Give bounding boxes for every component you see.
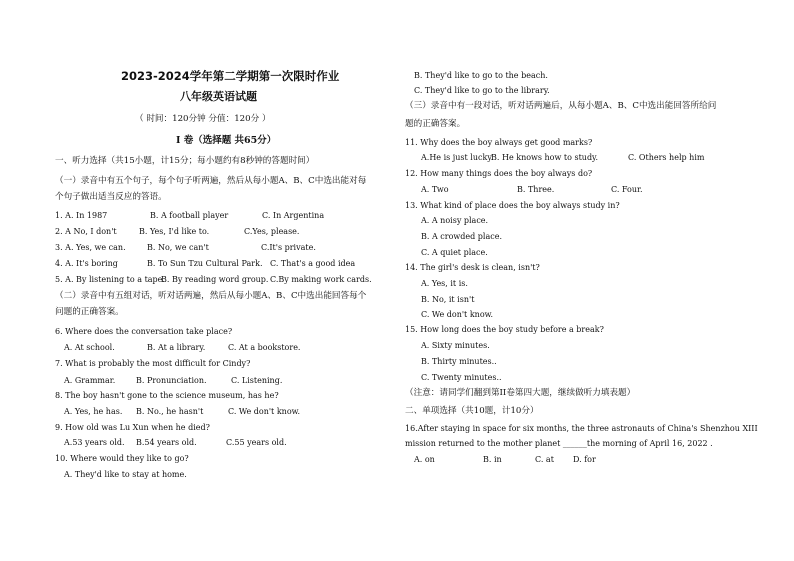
q8-option-a: A. Yes, he has. xyxy=(64,407,123,416)
q11-option-a: A.He is just lucky. xyxy=(421,153,494,162)
question-16-line-1: 16.After staying in space for six months, the three astronauts of China's Shenzhou XIII xyxy=(405,424,758,433)
q11-option-c: C. Others help him xyxy=(628,153,705,162)
question-13-stem: 13. What kind of place does the boy always study in? xyxy=(405,201,620,210)
q13-option-b: B. A crowded place. xyxy=(421,232,502,241)
question-11-stem: 11. Why does the boy always get good marks? xyxy=(405,138,593,147)
part-c-instruction-2: 题的正确答案。 xyxy=(405,119,466,129)
q14-option-a: A. Yes, it is. xyxy=(421,279,468,288)
q15-option-c: C. Twenty minutes.. xyxy=(421,373,502,382)
part1-heading: I 卷（选择题 共65分） xyxy=(176,135,277,146)
q9-option-c: C.55 years old. xyxy=(226,438,287,447)
q3-option-c: C.It's private. xyxy=(261,243,316,252)
q7-option-a: A. Grammar. xyxy=(64,376,116,385)
q16-option-d: D. for xyxy=(573,455,596,464)
q16-option-c: C. at xyxy=(535,455,554,464)
part-c-instruction-1: （三）录音中有一段对话，听对话两遍后，从每小题A、B、C中选出能回答所给问 xyxy=(405,101,717,111)
time-score-line: （ 时间：120分钟 分值：120分 ） xyxy=(135,114,271,124)
question-8-stem: 8. The boy hasn't gone to the science museum, has he? xyxy=(55,391,279,400)
part-a-instruction-2: 个句子做出适当反应的答语。 xyxy=(55,192,167,202)
section1-heading: 一、听力选择（共15小题，计15分；每小题约有8秒钟的答题时间） xyxy=(55,156,315,166)
q4-option-c: C. That's a good idea xyxy=(270,259,356,268)
q10-option-c: C. They'd like to go to the library. xyxy=(414,86,550,95)
section2-heading: 二、单项选择（共10题，计10分） xyxy=(405,406,539,416)
q2-option-a: 2. A No, I don't xyxy=(55,227,117,236)
question-15-stem: 15. How long does the boy study before a break? xyxy=(405,325,604,334)
question-7-stem: 7. What is probably the most difficult for Cindy? xyxy=(55,359,251,368)
q4-option-b: B. To Sun Tzu Cultural Park. xyxy=(147,259,263,268)
q13-option-a: A. A noisy place. xyxy=(421,216,489,225)
q9-option-a: A.53 years old. xyxy=(64,438,125,447)
q6-option-b: B. At a library. xyxy=(147,343,206,352)
q10-option-a: A. They'd like to stay at home. xyxy=(64,470,187,479)
q8-option-b: B. No., he hasn't xyxy=(136,407,204,416)
q10-option-b: B. They'd like to go to the beach. xyxy=(414,71,548,80)
exam-subtitle: 八年级英语试题 xyxy=(180,90,257,103)
listening-note: （注意：请同学们翻到第II卷第四大题，继续做听力填表题） xyxy=(405,388,636,398)
q1-option-c: C. In Argentina xyxy=(262,211,325,220)
question-9-stem: 9. How old was Lu Xun when he died? xyxy=(55,423,210,432)
q5-option-b: B. By reading word group. xyxy=(161,275,269,284)
q5-option-c: C.By making work cards. xyxy=(270,275,372,284)
q2-option-c: C.Yes, please. xyxy=(244,227,300,236)
q11-option-b: B. He knows how to study. xyxy=(491,153,599,162)
q3-option-a: 3. A. Yes, we can. xyxy=(55,243,126,252)
q14-option-b: B. No, it isn't xyxy=(421,295,475,304)
question-16-line-2: mission returned to the mother planet ______the morning of April 16, 2022 . xyxy=(405,439,713,448)
question-6-stem: 6. Where does the conversation take place? xyxy=(55,327,233,336)
question-10-stem: 10. Where would they like to go? xyxy=(55,454,189,463)
q1-option-b: B. A football player xyxy=(150,211,229,220)
q4-option-a: 4. A. It's boring xyxy=(55,259,118,268)
q12-option-b: B. Three. xyxy=(517,185,555,194)
q1-option-a: 1. A. In 1987 xyxy=(55,211,108,220)
q9-option-b: B.54 years old. xyxy=(136,438,197,447)
q16-option-b: B. in xyxy=(483,455,502,464)
q16-option-a: A. on xyxy=(414,455,435,464)
q15-option-b: B. Thirty minutes.. xyxy=(421,357,497,366)
q7-option-c: C. Listening. xyxy=(231,376,283,385)
q13-option-c: C. A quiet place. xyxy=(421,248,488,257)
question-14-stem: 14. The girl's desk is clean, isn't? xyxy=(405,263,540,272)
q2-option-b: B. Yes, I'd like to. xyxy=(139,227,210,236)
q7-option-b: B. Pronunciation. xyxy=(136,376,207,385)
part-b-instruction-2: 问题的正确答案。 xyxy=(55,307,124,317)
part-a-instruction-1: （一）录音中有五个句子，每个句子听两遍，然后从每小题A、B、C中选出能对每 xyxy=(55,176,367,186)
q5-option-a: 5. A. By listening to a tape. xyxy=(55,275,165,284)
q6-option-c: C. At a bookstore. xyxy=(228,343,301,352)
part-b-instruction-1: （二）录音中有五组对话，听对话两遍，然后从每小题A、B、C中选出能回答每个 xyxy=(55,291,367,301)
exam-title: 2023-2024学年第二学期第一次限时作业 xyxy=(121,69,340,83)
q8-option-c: C. We don't know. xyxy=(228,407,301,416)
q3-option-b: B. No, we can't xyxy=(147,243,209,252)
q14-option-c: C. We don't know. xyxy=(421,310,494,319)
q12-option-a: A. Two xyxy=(421,185,449,194)
q6-option-a: A. At school. xyxy=(64,343,115,352)
q15-option-a: A. Sixty minutes. xyxy=(421,341,490,350)
q12-option-c: C. Four. xyxy=(611,185,643,194)
question-12-stem: 12. How many things does the boy always do? xyxy=(405,169,593,178)
